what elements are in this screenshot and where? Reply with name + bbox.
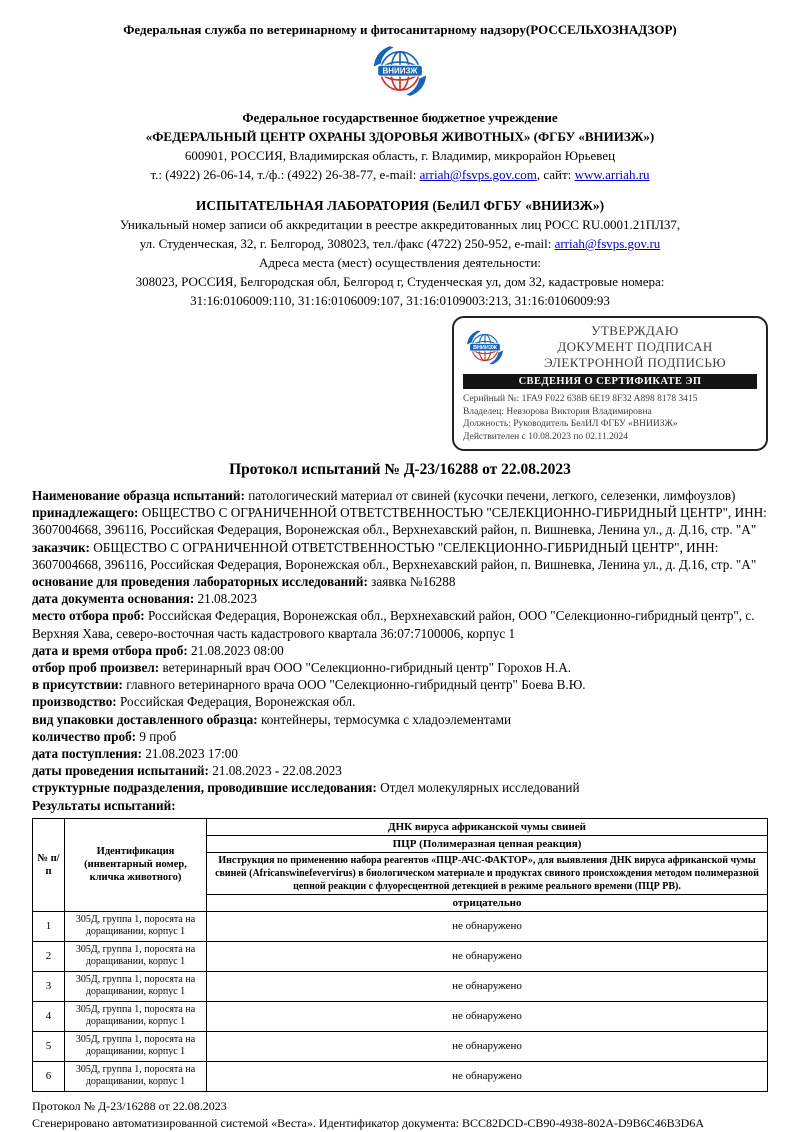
column-header-identification: Идентификация (инвентарный номер, кличка животного) bbox=[65, 818, 207, 911]
footer-generated-by: Сгенерировано автоматизированной системой «Веста». Идентификатор документа: BCC82DCD-CB90-4938-802A-D9B6C46B3D6A bbox=[32, 1115, 705, 1130]
field-departments: структурные подразделения, проводившие исследования: Отдел молекулярных исследований bbox=[32, 780, 580, 796]
contacts-text-mid: , сайт: bbox=[536, 167, 575, 182]
row-result-cell: не обнаружено bbox=[207, 1031, 768, 1061]
row-result-cell: не обнаружено bbox=[207, 1061, 768, 1091]
field-sample-count: количество проб: 9 проб bbox=[32, 728, 177, 744]
agency-header: Федеральная служба по ветеринарному и фитосанитарному надзору(РОССЕЛЬХОЗНАДЗОР) bbox=[123, 22, 677, 37]
row-id-cell: 305Д, группа 1, поросята на доращивании, корпус 1 bbox=[65, 1031, 207, 1061]
field-witness: в присутствии: главного ветеринарного врача ООО "Селекционно-гибридный центр" Боева В.Ю. bbox=[32, 677, 586, 693]
table-test-name: ДНК вируса африканской чумы свиней bbox=[207, 818, 768, 835]
lab-address bbox=[32, 234, 768, 253]
vniizh-logo-icon bbox=[368, 41, 432, 101]
org-name: «ФЕДЕРАЛЬНЫЙ ЦЕНТР ОХРАНЫ ЗДОРОВЬЯ ЖИВОТНЫХ» (ФГБУ «ВНИИЗЖ») bbox=[145, 129, 655, 144]
fields-block bbox=[32, 487, 768, 814]
stamp-owner: Владелец: Невзорова Виктория Владимировна bbox=[463, 406, 652, 417]
lab-title: ИСПЫТАТЕЛЬНАЯ ЛАБОРАТОРИЯ (БелИЛ ФГБУ «ВНИИЗЖ») bbox=[195, 198, 605, 213]
site-link-arriah[interactable]: www.arriah.ru bbox=[574, 167, 650, 182]
stamp-signed-line2: ЭЛЕКТРОННОЙ ПОДПИСЬЮ bbox=[544, 355, 726, 370]
footer-protocol-number: Протокол № Д-23/16288 от 22.08.2023 bbox=[32, 1098, 227, 1113]
field-sampler: отбор проб произвел: ветеринарный врач ООО "Селекционно-гибридный центр" Горохов Н.А. bbox=[32, 660, 572, 676]
table-norm: отрицательно bbox=[207, 894, 768, 911]
field-production: производство: Российская Федерация, Воронежская обл. bbox=[32, 694, 356, 710]
document-footer bbox=[32, 1098, 768, 1132]
row-id-cell: 305Д, группа 1, поросята на доращивании, корпус 1 bbox=[65, 1061, 207, 1091]
stamp-certificate-bar: СВЕДЕНИЯ О СЕРТИФИКАТЕ ЭП bbox=[463, 374, 757, 389]
table-row bbox=[33, 911, 768, 941]
stamp-approve-block bbox=[513, 323, 757, 371]
table-row bbox=[33, 1031, 768, 1061]
row-number-cell: 5 bbox=[33, 1031, 65, 1061]
row-number-cell: 6 bbox=[33, 1061, 65, 1091]
row-number-cell: 2 bbox=[33, 941, 65, 971]
table-method-instruction: Инструкция по применению набора реагентов «ПЦР-АЧС-ФАКТОР», для выявления ДНК вируса африканской чумы свиней (Africanswinefevervirus) в биологическом материале и продуктах свиного происхождения методом полимеразной цепной реакции с флуоресцентной детекцией в режиме реального времени (ПЦР РВ). bbox=[207, 852, 768, 894]
lab-address-text: ул. Студенческая, 32, г. Белгород, 308023, тел./факс (4722) 250-952, e-mail: bbox=[139, 236, 555, 251]
row-number-cell: 1 bbox=[33, 911, 65, 941]
vniizh-stamp-logo-icon bbox=[463, 327, 507, 368]
field-test-dates: даты проведения испытаний: 21.08.2023 - 22.08.2023 bbox=[32, 763, 342, 779]
stamp-header bbox=[463, 323, 757, 371]
table-row bbox=[33, 1061, 768, 1091]
email-link-arriah-gov-ru[interactable]: arriah@fsvps.gov.ru bbox=[554, 236, 661, 251]
row-result-cell: не обнаружено bbox=[207, 971, 768, 1001]
row-id-cell: 305Д, группа 1, поросята на доращивании, корпус 1 bbox=[65, 1001, 207, 1031]
logo-container bbox=[32, 41, 768, 106]
row-result-cell: не обнаружено bbox=[207, 911, 768, 941]
email-link-arriah-gov-com[interactable]: arriah@fsvps.gov.com bbox=[419, 167, 537, 182]
field-packaging: вид упаковки доставленного образца: контейнеры, термосумка с хладоэлементами bbox=[32, 711, 512, 727]
table-method: ПЦР (Полимеразная цепная реакция) bbox=[207, 835, 768, 852]
row-number-cell: 4 bbox=[33, 1001, 65, 1031]
results-table bbox=[32, 818, 768, 1092]
org-type: Федеральное государственное бюджетное учреждение bbox=[242, 110, 558, 125]
org-contacts bbox=[32, 165, 768, 184]
contacts-text: т.: (4922) 26-06-14, т./ф.: (4922) 26-38-77, e-mail: bbox=[150, 167, 420, 182]
lab-activity-title: Адреса места (мест) осуществления деятельности: bbox=[258, 255, 542, 270]
field-sampling-datetime: дата и время отбора проб: 21.08.2023 08:00 bbox=[32, 642, 284, 658]
page-title: Протокол испытаний № Д-23/16288 от 22.08.2023 bbox=[229, 461, 571, 478]
table-row bbox=[33, 941, 768, 971]
row-id-cell: 305Д, группа 1, поросята на доращивании, корпус 1 bbox=[65, 941, 207, 971]
field-basis: основание для проведения лабораторных исследований: заявка №16288 bbox=[32, 574, 456, 590]
row-number-cell: 3 bbox=[33, 971, 65, 1001]
stamp-serial: Серийный №: 1FA9 F022 638B 6E19 8F32 A898 8178 3415 bbox=[463, 394, 698, 404]
results-heading: Результаты испытаний: bbox=[32, 797, 176, 813]
lab-cadastral-numbers: 31:16:0106009:110, 31:16:0106009:107, 31:16:0109003:213, 31:16:0106009:93 bbox=[190, 293, 610, 308]
stamp-signed-line1: ДОКУМЕНТ ПОДПИСАН bbox=[557, 339, 713, 354]
table-row bbox=[33, 1001, 768, 1031]
stamp-approve: УТВЕРЖДАЮ bbox=[591, 323, 679, 338]
row-result-cell: не обнаружено bbox=[207, 1001, 768, 1031]
lab-accreditation: Уникальный номер записи об аккредитации в реестре аккредитованных лиц РОСС RU.0001.21ПЛ37, bbox=[119, 217, 681, 232]
org-address: 600901, РОССИЯ, Владимирская область, г. Владимир, микрорайон Юрьевец bbox=[184, 148, 616, 163]
field-sampling-place: место отбора проб: Российская Федерация, Воронежская обл., Верхнехавский район, ООО "Селекционно-гибридный центр", с. Верхняя Хава, северо-восточная часть кадастрового квартала 36:07:7100006, корпус 1 bbox=[32, 608, 755, 641]
column-header-number: № п/п bbox=[33, 818, 65, 911]
field-receipt-date: дата поступления: 21.08.2023 17:00 bbox=[32, 746, 238, 762]
stamp-validity: Действителен с 10.08.2023 по 02.11.2024 bbox=[463, 431, 628, 442]
field-basis-date: дата документа основания: 21.08.2023 bbox=[32, 591, 257, 607]
field-owner: принадлежащего: ОБЩЕСТВО С ОГРАНИЧЕННОЙ ОТВЕТСТВЕННОСТЬЮ "СЕЛЕКЦИОННО-ГИБРИДНЫЙ ЦЕНТР", ИНН: 3607004668, 396116, Российская Федерация, Воронежская обл., Верхнехавский район, п. Вишневка, Ленина ул., д. Д.16, стр. "А" bbox=[32, 505, 767, 538]
table-row bbox=[33, 971, 768, 1001]
lab-activity-address: 308023, РОССИЯ, Белгородская обл, Белгород г, Студенческая ул, дом 32, кадастровые номера: bbox=[135, 274, 665, 289]
field-sample-name: Наименование образца испытаний: патологический материал от свиней (кусочки печени, легкого, селезенки, лимфоузлов) bbox=[32, 488, 736, 503]
row-id-cell: 305Д, группа 1, поросята на доращивании, корпус 1 bbox=[65, 911, 207, 941]
row-result-cell: не обнаружено bbox=[207, 941, 768, 971]
stamp-container bbox=[32, 316, 768, 451]
e-signature-stamp bbox=[452, 316, 768, 451]
stamp-position: Должность: Руководитель БелИЛ ФГБУ «ВНИИЗЖ» bbox=[463, 419, 678, 429]
row-id-cell: 305Д, группа 1, поросята на доращивании, корпус 1 bbox=[65, 971, 207, 1001]
field-customer: заказчик: ОБЩЕСТВО С ОГРАНИЧЕННОЙ ОТВЕТСТВЕННОСТЬЮ "СЕЛЕКЦИОННО-ГИБРИДНЫЙ ЦЕНТР", ИНН: 3607004668, 396116, Российская Федерация, Воронежская обл., Верхнехавский район, п. Вишневка, Ленина ул., д. Д.16, стр. "А" bbox=[32, 539, 757, 572]
